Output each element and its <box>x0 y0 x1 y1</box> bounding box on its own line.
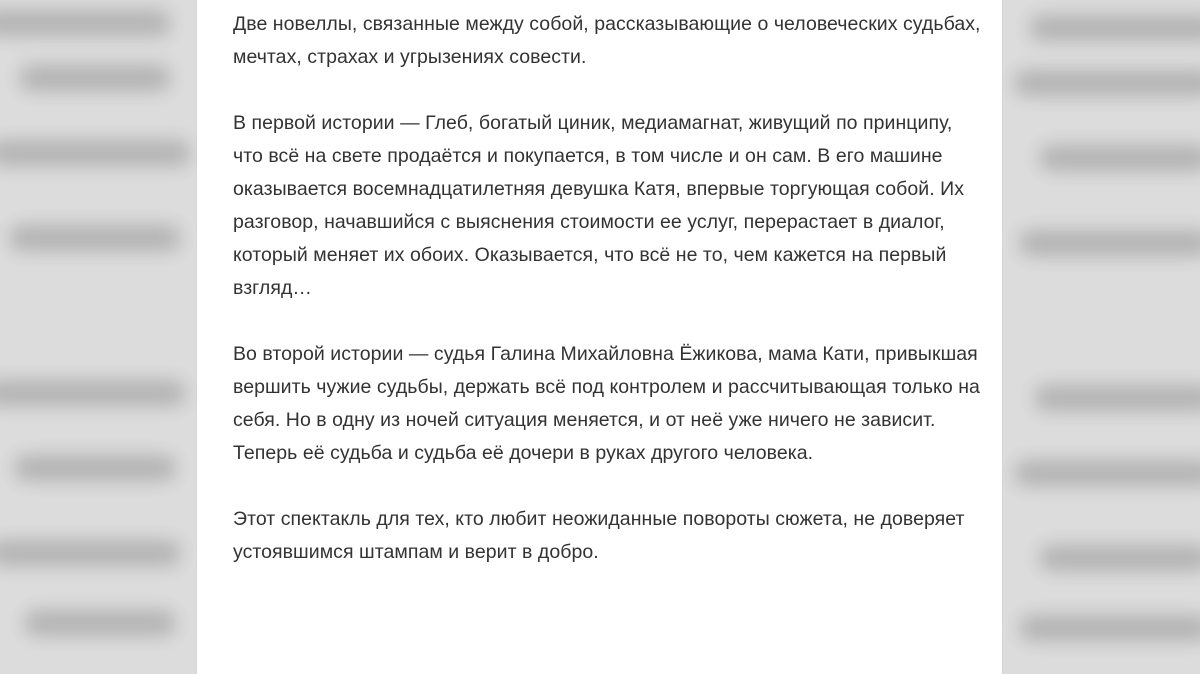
paragraph-first-story: В первой истории — Глеб, богатый циник, медиамагнат, живущий по принципу, что всё на свете продаётся и покупается, в том числе и он сам. В его машине оказывается восемнадцатилетняя девушка Катя, впервые торгующая собой. Их разговор, начавшийся с выяснения стоимости ее услуг, перерастает в диалог, который меняет их обоих. Оказывается, что всё не то, чем кажется на первый взгляд… <box>233 112 965 299</box>
article-panel <box>197 0 1002 674</box>
article-body <box>233 8 983 602</box>
paragraph-conclusion: Этот спектакль для тех, кто любит неожиданные повороты сюжета, не доверяет устоявшимся штампам и верит в добро. <box>233 508 965 563</box>
paragraph-second-story: Во второй истории — судья Галина Михайловна Ёжикова, мама Кати, привыкшая вершить чужие судьбы, держать всё под контролем и рассчитывающая только на себя. Но в одну из ночей ситуация меняется, и от неё уже ничего не зависит. Теперь её судьба и судьба её дочери в руках другого человека. <box>233 343 980 464</box>
paragraph-intro: Две новеллы, связанные между собой, рассказывающие о человеческих судьбах, мечтах, страхах и угрызениях совести. <box>233 13 981 68</box>
